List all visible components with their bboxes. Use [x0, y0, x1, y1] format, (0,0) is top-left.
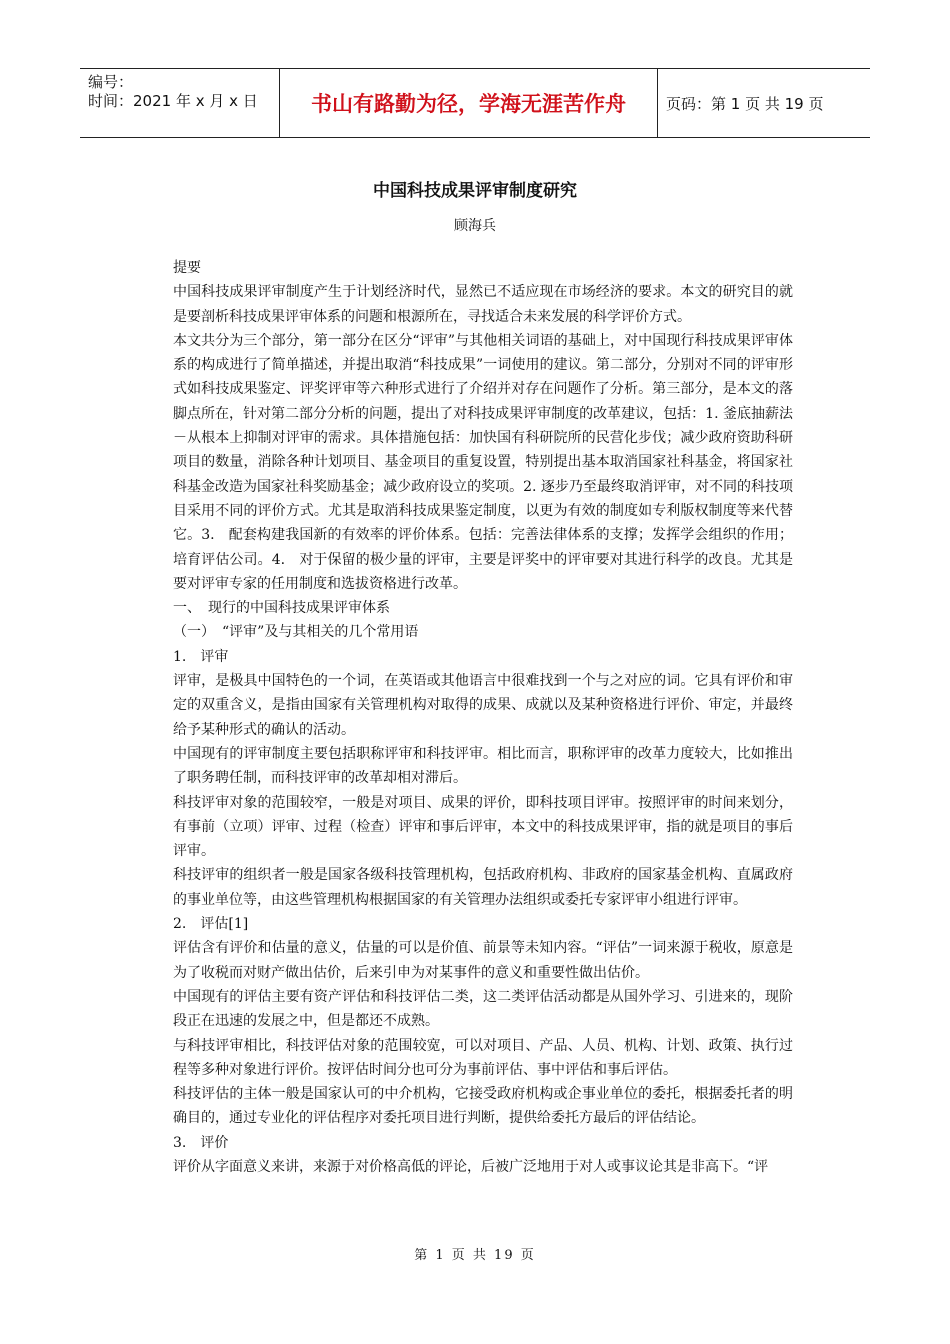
header-motto: 书山有路勤为径，学海无涯苦作舟 — [280, 69, 658, 137]
body-paragraph: 科技评审对象的范围较窄，一般是对项目、成果的评价，即科技项目评审。按照评审的时间来划分，有事前（立项）评审、过程（检查）评审和事后评审，本文中的科技成果评审，指的就是项目的事后评审。 — [173, 794, 793, 860]
body-paragraph: 科技评审的组织者一般是国家各级科技管理机构，包括政府机构、非政府的国家基金机构、直属政府的事业单位等，由这些管理机构根据国家的有关管理办法组织或委托专家评审小组进行评审。 — [173, 867, 793, 908]
body-paragraph: 中国现有的评审制度主要包括职称评审和科技评审。相比而言，职称评审的改革力度较大，比如推出了职务聘任制，而科技评审的改革却相对滞后。 — [173, 745, 793, 787]
document-date: 时间：2021 年 x 月 x 日 — [88, 92, 258, 110]
subsection-heading: （一） “评审”及与其相关的几个常用语 — [173, 624, 419, 641]
document-number-label: 编号： — [88, 73, 134, 91]
document-author: 顾海兵 — [454, 218, 496, 234]
document-body — [173, 256, 793, 1179]
body-paragraph: 科技评估的主体一般是国家认可的中介机构，它接受政府机构或企事业单位的委托，根据委托者的明确目的，通过专业化的评估程序对委托项目进行判断，提供给委托方最后的评估结论。 — [173, 1086, 793, 1127]
item-heading: 2. 评估[1] — [173, 916, 249, 933]
item-heading: 3. 评价 — [173, 1134, 229, 1151]
body-paragraph: 评审，是极具中国特色的一个词，在英语或其他语言中很难找到一个与之对应的词。它具有评价和审定的双重含义，是指由国家有关管理机构对取得的成果、成就以及某种资格进行评价、审定，并最终给予某种形式的确认的活动。 — [173, 673, 793, 738]
document-title: 中国科技成果评审制度研究 — [373, 181, 577, 201]
body-paragraph: 评价从字面意义来讲，来源于对价格高低的评论，后被广泛地用于对人或事议论其是非高下。“评 — [173, 1158, 769, 1175]
body-paragraph: 中国科技成果评审制度产生于计划经济时代，显然已不适应现在市场经济的要求。本文的研究目的就是要剖析科技成果评审体系的问题和根源所在，寻找适合未来发展的科学评价方式。 — [173, 284, 793, 325]
section-heading: 一、 现行的中国科技成果评审体系 — [173, 600, 390, 617]
header-page-info: 页码：第 1 页 共 19 页 — [666, 94, 824, 113]
page-header — [80, 68, 870, 138]
page-footer: 第 1 页 共 19 页 — [414, 1248, 536, 1263]
body-paragraph: 与科技评审相比，科技评估对象的范围较宽，可以对项目、产品、人员、机构、计划、政策、执行过程等多种对象进行评价。按评估时间分也可分为事前评估、事中评估和事后评估。 — [173, 1037, 793, 1078]
header-meta — [80, 69, 280, 137]
item-heading: 1. 评审 — [173, 648, 229, 665]
body-paragraph: 中国现有的评估主要有资产评估和科技评估二类，这二类评估活动都是从国外学习、引进来的，现阶段正在迅速的发展之中，但是都还不成熟。 — [173, 988, 793, 1030]
body-paragraph: 本文共分为三个部分，第一部分在区分“评审”与其他相关词语的基础上，对中国现行科技成果评审体系的构成进行了简单描述，并提出取消“科技成果”一词使用的建议。第二部分，分别对不同的评审形式如科技成果鉴定、评奖评审等六种形式进行了介绍并对存在问题作了分析。第三部分，是本文的落脚点所在，针对第二部分分析的问题，提出了对科技成果评审制度的改革建议，包括：1. 釜底抽薪法－从根本上抑制对评审的需求。具体措施包括：加快国有科研院所的民营化步伐；减少政府资助科研项目的数量，消除各种计划项目、基金项目的重复设置，特别提出基本取消国家社科基金，将国家社科基金改造为国家社科奖励基金；减少政府设立的奖项。2. 逐步乃至最终取消评审，对不同的科技项目采用不同的评价方式。尤其是取消科技成果鉴定制度，以更为有效的制度如专利版权制度等来代替它。3. 配套构建我国新的有效率的评价体系。包括：完善法律体系的支撑；发挥学会组织的作用；培育评估公司。4. 对于保留的极少量的评审，主要是评奖中的评审要对其进行科学的改良。尤其是要对评审专家的任用制度和选拔资格进行改革。 — [173, 332, 793, 592]
abstract-heading: 提要 — [173, 260, 201, 276]
body-paragraph: 评估含有评价和估量的意义，估量的可以是价值、前景等未知内容。“评估”一词来源于税收，原意是为了收税而对财产做出估价，后来引申为对某事件的意义和重要性做出估价。 — [173, 940, 793, 981]
